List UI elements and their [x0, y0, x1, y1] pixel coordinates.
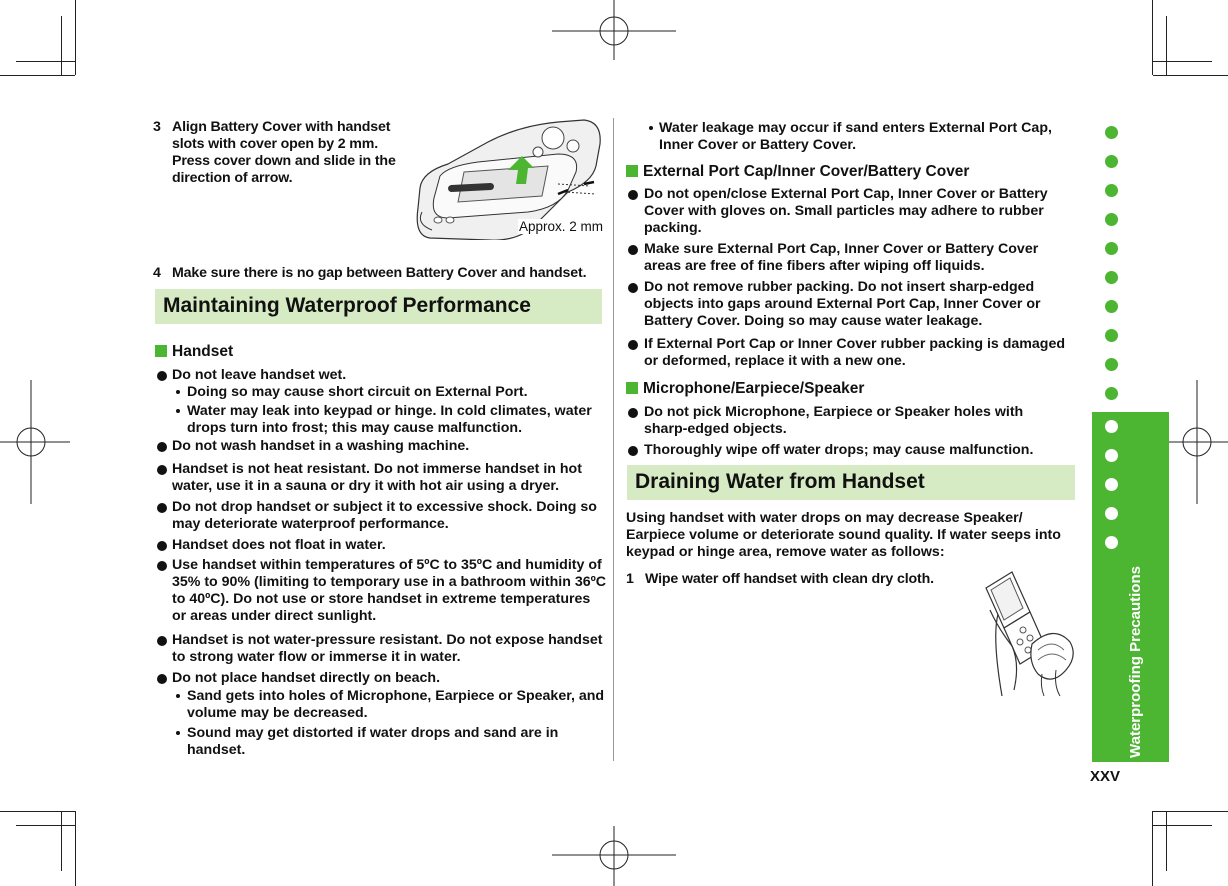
column-divider	[613, 118, 614, 761]
intro-paragraph: Using handset with water drops on may decrease Speaker/ Earpiece volume or deteriorate sound quality. If water seeps into keypad or hinge area, remove water as follows:	[626, 510, 1061, 560]
bullet-icon	[628, 283, 638, 293]
step-number: 3	[153, 119, 161, 135]
sub-bullet-icon	[649, 126, 653, 130]
sidebar-dot-icon	[1105, 507, 1118, 520]
sub-bullet-icon	[176, 731, 180, 735]
sub-bullet-icon	[176, 694, 180, 698]
sidebar-dot-icon	[1105, 300, 1118, 313]
bullet-icon	[628, 340, 638, 350]
subheading-handset	[155, 343, 233, 361]
bullet-icon	[157, 674, 167, 684]
bullet-icon	[628, 190, 638, 200]
sub-bullet-item: Water may leak into keypad or hinge. In cold climates, water drops turn into frost; this may cause malfunction.	[187, 403, 592, 436]
registration-mark-top	[552, 0, 676, 60]
bullet-item: Make sure External Port Cap, Inner Cover or Battery Cover areas are free of fine fibers after wiping off liquids.	[644, 241, 1039, 274]
bullet-item: If External Port Cap or Inner Cover rubber packing is damaged or deformed, replace it with a new one.	[644, 336, 1065, 369]
subheading-text: Handset	[172, 343, 234, 360]
bullet-icon	[628, 446, 638, 456]
bullet-icon	[157, 371, 167, 381]
bullet-icon	[628, 408, 638, 418]
bullet-icon	[157, 636, 167, 646]
step-3-text: Align Battery Cover with handset slots with cover open by 2 mm. Press cover down and slide in the direction of arrow.	[172, 119, 396, 186]
bullet-icon	[157, 541, 167, 551]
sidebar-dot-icon	[1105, 387, 1118, 400]
bullet-icon	[157, 561, 167, 571]
wiping-handset-illustration	[968, 568, 1080, 698]
subheading-external-port	[626, 163, 969, 181]
illustration-caption: Approx. 2 mm	[519, 219, 604, 234]
sidebar-dot-icon	[1105, 213, 1118, 226]
sub-bullet-item: Water leakage may occur if sand enters External Port Cap, Inner Cover or Battery Cover.	[659, 120, 1052, 153]
bullet-item: Do not pick Microphone, Earpiece or Speaker holes with sharp-edged objects.	[644, 404, 1024, 437]
sub-bullet-item: Sand gets into holes of Microphone, Earpiece or Speaker, and volume may be decreased.	[187, 688, 605, 721]
bullet-item: Do not leave handset wet.	[172, 367, 347, 383]
subheading-text: Microphone/Earpiece/Speaker	[643, 380, 865, 397]
bullet-item: Handset is not heat resistant. Do not immerse handset in hot water, use it in a sauna or dry it with hot air using a dryer.	[172, 461, 582, 494]
bullet-item: Do not drop handset or subject it to excessive shock. Doing so may deteriorate waterproof performance.	[172, 499, 597, 532]
bullet-item: Thoroughly wipe off water drops; may cause malfunction.	[644, 442, 1034, 458]
bullet-item: Do not wash handset in a washing machine.	[172, 438, 470, 454]
registration-mark-bottom	[552, 826, 676, 886]
bullet-icon	[157, 503, 167, 513]
sub-bullet-item: Doing so may cause short circuit on External Port.	[187, 384, 528, 400]
step-4-text: Make sure there is no gap between Battery Cover and handset.	[172, 265, 587, 281]
sidebar-dot-icon	[1105, 242, 1118, 255]
section-title: Draining Water from Handset	[627, 465, 1075, 500]
sidebar-dot-icon	[1105, 126, 1118, 139]
bullet-item: Do not remove rubber packing. Do not insert sharp-edged objects into gaps around External Port Cap, Inner Cover or Battery Cover. Doing so may cause water leakage.	[644, 279, 1041, 329]
sub-bullet-item: Sound may get distorted if water drops and sand are in handset.	[187, 725, 559, 758]
sidebar-dot-icon	[1105, 155, 1118, 168]
sub-bullet-icon	[176, 409, 180, 413]
step-number: 4	[153, 265, 161, 281]
bullet-item: Use handset within temperatures of 5ºC to 35ºC and humidity of 35% to 90% (limiting to temporary use in a bathroom within 36ºC to 40ºC). Do not use or store handset in extreme temperatures or areas under direct sunlight.	[172, 557, 607, 624]
square-bullet-icon	[626, 382, 638, 394]
bullet-item: Do not place handset directly on beach.	[172, 670, 441, 686]
registration-mark-left	[0, 380, 70, 504]
square-bullet-icon	[155, 345, 167, 357]
sidebar-dot-icon	[1105, 449, 1118, 462]
bullet-item: Do not open/close External Port Cap, Inner Cover or Battery Cover with gloves on. Small particles may adhere to rubber packing.	[644, 186, 1048, 236]
page-number: XXV	[1090, 768, 1121, 785]
bullet-icon	[157, 442, 167, 452]
bullet-icon	[157, 465, 167, 475]
sidebar-dot-icon	[1105, 420, 1118, 433]
sidebar-dot-icon	[1105, 329, 1118, 342]
sidebar-dot-icon	[1105, 478, 1118, 491]
subheading-microphone	[626, 380, 864, 398]
bullet-item: Handset is not water-pressure resistant. Do not expose handset to strong water flow or immerse it in water.	[172, 632, 603, 665]
subheading-text: External Port Cap/Inner Cover/Battery Cover	[643, 163, 970, 180]
step-number: 1	[626, 571, 634, 587]
square-bullet-icon	[626, 165, 638, 177]
sidebar-dot-icon	[1105, 184, 1118, 197]
sidebar-dot-icon	[1105, 358, 1118, 371]
sub-bullet-icon	[176, 390, 180, 394]
step-1-text: Wipe water off handset with clean dry cloth.	[645, 571, 934, 587]
bullet-icon	[628, 245, 638, 255]
bullet-item: Handset does not float in water.	[172, 537, 386, 553]
section-title: Maintaining Waterproof Performance	[155, 289, 602, 324]
sidebar-dot-icon	[1105, 536, 1118, 549]
sidebar-label: Waterproofing Precautions	[1127, 566, 1144, 758]
sidebar-dot-icon	[1105, 271, 1118, 284]
